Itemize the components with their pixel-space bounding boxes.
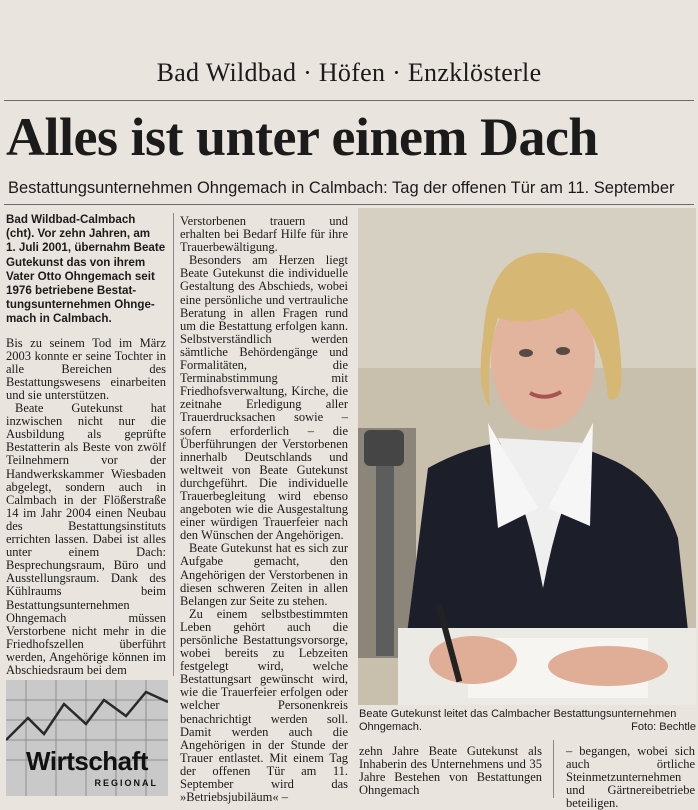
badge-subtitle: REGIONAL [94, 778, 158, 788]
intro-line: Vater Otto Ohngemach seit [6, 269, 155, 283]
paragraph: Beate Gutekunst hat inzwischen nicht nur die Ausbildung als geprüfte Bestatterin als Beste von zwölf Teilnehmern vor der Handwerkskammer Wiesbaden abgelegt, sondern auch in Calmbach in der Flößerstraße 14 im Jahr 2004 einen Neubau des Bestattungsinstituts errichten lassen. Dabei ist alles unter einem Dach: Besprechungsraum, Büro und Ausstellungsraum. Dank des Kühlraums beim Bestattungsunternehmen Ohngemach müssen Verstorbene nicht mehr in die Friedhofszellen überführt werden, Angehörige können im Abschiedsraum bei dem [6, 401, 166, 677]
wirtschaft-regional-badge [6, 680, 168, 796]
caption-text: Beate Gutekunst leitet das Calmbacher Bestattungsunternehmen Ohngemach. [359, 708, 677, 733]
intro-line: tungsunternehmen Ohnge- [6, 298, 155, 312]
paragraph: Bis zu seinem Tod im März 2003 konnte er seine Tochter in alle Bereichen des Bestattungswesens einarbeiten und sie unterstützen. [6, 335, 166, 402]
subheadline-divider [4, 204, 694, 205]
column-divider [173, 213, 174, 676]
article-column-4 [566, 745, 695, 810]
paragraph: Besonders am Herzen liegt Beate Gutekunst die individuelle Gestaltung des Abschieds, wobei eine persönliche und vertrauliche Beratung in allen Fragen rund um die Bestattung erfolgen kann. Selbstverständlich werden sämtliche Behördengänge und Formalitäten, die Terminabstimmung mit Friedhofsverwaltung, Kirche, die zeitnahe Erledigung aller Trauerdrucksachen sowie – sofern erforderlich – die Überführungen der Verstorbenen innerhalb Deutschlands und weltweit von Beate Gutekunst durchgeführt. Die individuelle Trauerbegleitung wird ebenso angeboten wie die Ausgestaltung einer würdigen Trauerfeier nach den Wünschen der Angehörigen. [180, 253, 348, 543]
paragraph: – begangen, wobei sich auch örtliche Steinmetzunternehmen und Gärtnereibetriebe beteiligen. [566, 744, 695, 810]
header-divider [4, 100, 694, 101]
photo-credit: Foto: Bechtle [631, 720, 696, 733]
paragraph: zehn Jahre Beate Gutekunst als Inhaberin des Unternehmens und 35 Jahre Bestehen von Bestattungen Ohngemach [359, 744, 542, 798]
article-column-1 [6, 213, 166, 677]
article-intro [6, 213, 166, 327]
region-header: Bad Wildbad · Höfen · Enzklösterle [156, 58, 542, 87]
paragraph: Zu einem selbstbestimmten Leben gehört auch die persönliche Bestattungsvorsorge, wobei bereits zu Lebzeiten festgelegt wird, welche Bestattungsart gewünscht wird, wie die Trauerfeier erfolgen oder welcher Personenkreis benachrichtigt werden soll. Damit werden auch die Angehörigen in der Stunde der Trauer entlastet. Mit einem Tag der offenen Tür am 11. September wird das »Betriebsjubiläum« – [180, 606, 348, 805]
paragraph: Beate Gutekunst hat es sich zur Aufgabe gemacht, den Angehörigen der Verstorbenen in diesen schweren Zeiten in allen Belangen zur Seite zu stehen. [180, 541, 348, 608]
intro-line: Bad Wildbad-Calmbach [6, 213, 136, 226]
photo-caption [359, 708, 696, 733]
badge-title: Wirtschaft [26, 746, 148, 776]
article-column-2 [180, 215, 348, 804]
paragraph: Verstorbenen trauern und erhalten bei Bedarf Hilfe für ihre Trauerbewältigung. [180, 214, 348, 255]
intro-line: 1976 betriebene Bestat- [6, 284, 137, 298]
intro-line: (cht). Vor zehn Jahren, am [6, 227, 151, 241]
column-divider [553, 740, 554, 798]
intro-line: 1. Juli 2001, übernahm Beate [6, 241, 166, 255]
headline: Alles ist unter einem Dach [6, 107, 598, 167]
intro-line: Gutekunst das von ihrem [6, 255, 146, 269]
intro-line: mach in Calmbach. [6, 312, 112, 326]
portrait-photo [358, 208, 696, 705]
portrait-illustration [358, 208, 696, 705]
subheadline: Bestattungsunternehmen Ohngemach in Calmbach: Tag der offenen Tür am 11. September [8, 179, 675, 197]
article-column-3b [359, 745, 542, 797]
